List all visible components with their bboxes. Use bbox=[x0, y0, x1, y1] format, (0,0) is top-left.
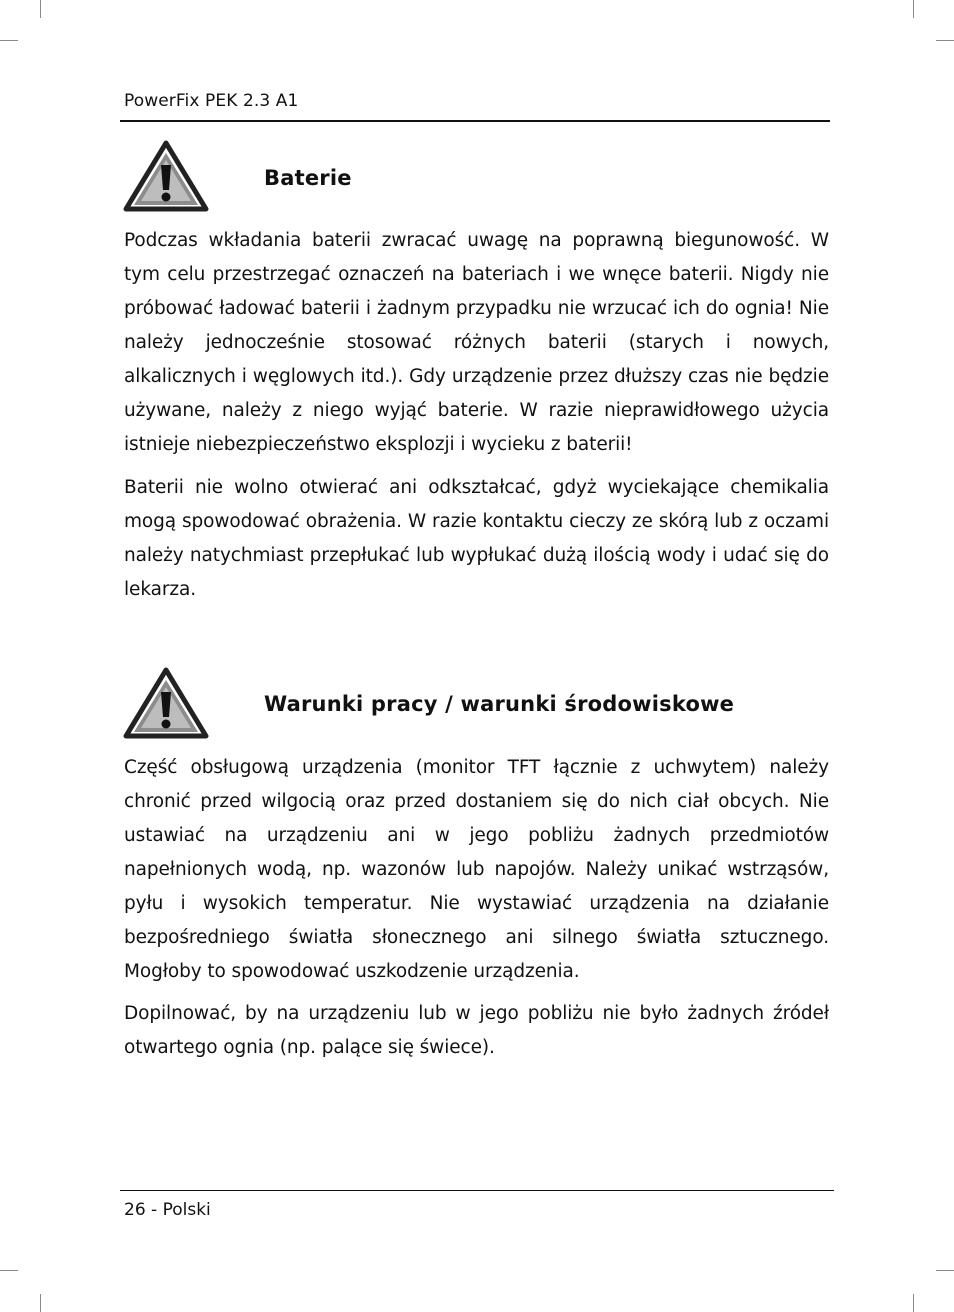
section-heading-baterie: Baterie bbox=[264, 166, 352, 190]
crop-mark bbox=[936, 40, 954, 41]
crop-mark bbox=[913, 1294, 914, 1312]
crop-mark bbox=[913, 0, 914, 18]
footer-rule bbox=[120, 1190, 834, 1191]
page-number: 26 - Polski bbox=[124, 1200, 211, 1220]
warning-triangle-icon bbox=[123, 667, 209, 739]
paragraph-warunki-1: Część obsługową urządzenia (monitor TFT łącznie z uchwytem) należy chronić przed wilgocią oraz przed dostaniem się do nich ciał obcych. Nie ustawiać na urządzeniu ani w jego pobliżu żadnych przedmiotów napełnionych wodą, np. wazonów lub napojów. Należy unikać wstrząsów, pyłu i wysokich temperatur. Nie wystawiać urządzenia na działanie bezpośredniego światła słonecznego ani silnego światła sztucznego. Mogłoby to spowodować uszkodzenie urządzenia. bbox=[124, 757, 829, 982]
crop-mark bbox=[0, 1270, 18, 1271]
paragraph-baterie-1: Podczas wkładania baterii zwracać uwagę na poprawną biegunowość. W tym celu przestrzegać oznaczeń na bateriach i we wnęce baterii. Nigdy nie próbować ładować baterii i żadnym przypadku nie wrzucać ich do ognia! Nie należy jednocześnie stosować różnych baterii (starych i nowych, alkalicznych i węglowych itd.). Gdy urządzenie przez dłuższy czas nie będzie używane, należy z niego wyjąć baterie. W razie nieprawidłowego użycia istnieje niebezpieczeństwo eksplozji i wycieku z baterii! bbox=[124, 230, 829, 455]
paragraph-baterie-2: Baterii nie wolno otwierać ani odkształcać, gdyż wyciekające chemikalia mogą spowodować obrażenia. W razie kontaktu cieczy ze skórą lub z oczami należy natychmiast przepłukać lub wypłukać dużą ilością wody i udać się do lekarza. bbox=[124, 477, 829, 600]
section-heading-warunki: Warunki pracy / warunki środowiskowe bbox=[264, 692, 735, 716]
crop-mark bbox=[40, 0, 41, 18]
paragraph-warunki-2: Dopilnować, by na urządzeniu lub w jego pobliżu nie było żadnych źródeł otwartego ognia (np. palące się świece). bbox=[124, 1003, 829, 1058]
crop-mark bbox=[936, 1270, 954, 1271]
crop-mark bbox=[40, 1294, 41, 1312]
header-rule bbox=[120, 120, 830, 122]
running-header: PowerFix PEK 2.3 A1 bbox=[124, 91, 299, 111]
crop-mark bbox=[0, 40, 18, 41]
warning-triangle-icon bbox=[123, 140, 209, 212]
